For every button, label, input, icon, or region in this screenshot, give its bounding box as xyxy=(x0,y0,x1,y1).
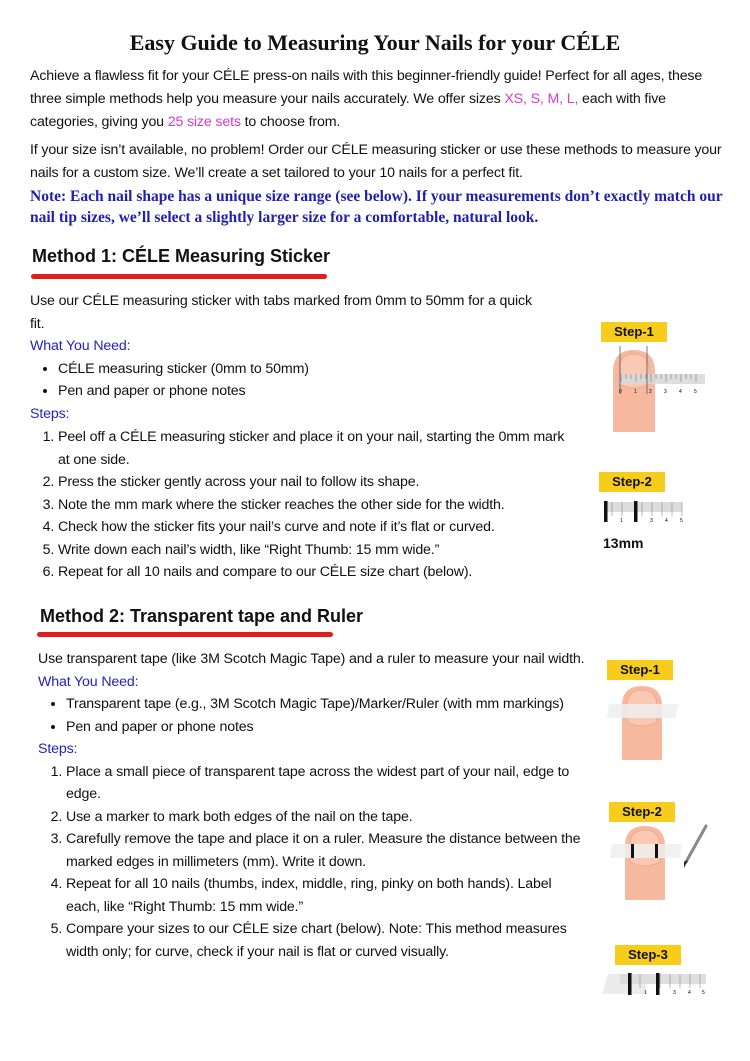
method2-need-label: What You Need: xyxy=(38,673,139,690)
list-item: • Transparent tape (e.g., 3M Scotch Magic Tape)/Marker/Ruler (with mm markings) xyxy=(66,693,588,716)
ruler-tick-label: 3 xyxy=(673,990,676,996)
list-item: 4. Check how the sticker fits your nail’s curve and note if it’s flat or curved. xyxy=(58,516,575,539)
list-item: 3. Carefully remove the tape and place it on a ruler. Measure the distance between the marked edges in millimeters (mm). Write it down. xyxy=(66,828,588,873)
list-item: 6. Repeat for all 10 nails and compare to our CÉLE size chart (below). xyxy=(58,561,575,584)
method2-description: Use transparent tape (like 3M Scotch Magic Tape) and a ruler to measure your nail width. xyxy=(38,651,585,667)
method1-description: Use our CÉLE measuring sticker with tabs marked from 0mm to 50mm for a quick fit. xyxy=(30,293,532,332)
nail-marker-illustration xyxy=(610,822,710,902)
method2-needs-list xyxy=(38,693,588,738)
method2-body xyxy=(38,648,588,963)
m2-step2-badge: Step-2 xyxy=(609,802,675,822)
size-sets-highlight: 25 size sets xyxy=(167,114,241,130)
custom-size-paragraph: If your size isn’t available, no problem! Order our CÉLE measuring sticker or use these methods to measure your nails for a custom size. We’ll create a set tailored to your 10 nails for a perfect fit. xyxy=(30,142,722,181)
method2-heading: Method 2: Transparent tape and Ruler xyxy=(40,606,364,626)
method2-underline xyxy=(37,632,333,637)
method1-steps xyxy=(30,426,575,584)
step2-badge: Step-2 xyxy=(599,472,665,492)
ruler-tick-label: 4 xyxy=(665,518,668,524)
ruler-tick-label: 5 xyxy=(694,389,697,395)
ruler-tick-label: 0 xyxy=(619,389,622,395)
list-item: 1. Peel off a CÉLE measuring sticker and place it on your nail, starting the 0mm mark at one side. xyxy=(58,426,575,471)
ruler-tick-label: 3 xyxy=(664,389,667,395)
list-item: 3. Note the mm mark where the sticker reaches the other side for the width. xyxy=(58,494,575,517)
method1-underline xyxy=(31,274,327,279)
ruler-13mm-illustration xyxy=(600,498,690,526)
method1-body xyxy=(30,290,550,425)
intro-text-a: Achieve a flawless fit for your CÉLE press-on nails with this beginner-friendly guide! Perfect for all ages, these three simple methods help you measure your nails accurately. We offer sizes xyxy=(30,68,703,107)
nail-sticker-illustration xyxy=(595,342,705,434)
ruler-tick-label: 4 xyxy=(688,990,691,996)
ruler-tick-label: 1 xyxy=(634,389,637,395)
list-item: 2. Press the sticker gently across your nail to follow its shape. xyxy=(58,471,575,494)
method1-needs-list xyxy=(30,358,550,403)
ruler-tick-label: 5 xyxy=(680,518,683,524)
page-title: Easy Guide to Measuring Your Nails for your CÉLE xyxy=(129,30,621,55)
ruler-tick-label: 1 xyxy=(620,518,623,524)
method1-steps-list xyxy=(30,426,575,584)
m2-step1-badge: Step-1 xyxy=(607,660,673,680)
intro-paragraph xyxy=(30,65,725,134)
method1-need-label: What You Need: xyxy=(30,338,131,354)
ruler-tick-label: 5 xyxy=(702,990,705,996)
ruler-tick-label: 3 xyxy=(650,518,653,524)
list-item: 5. Write down each nail’s width, like “Right Thumb: 15 mm wide.” xyxy=(58,539,575,562)
ruler-tick-label: 2 xyxy=(649,389,652,395)
list-item: • CÉLE measuring sticker (0mm to 50mm) xyxy=(58,358,550,381)
method2-steps-label: Steps: xyxy=(38,741,78,757)
list-item: • Pen and paper or phone notes xyxy=(66,716,588,739)
list-item: 5. Compare your sizes to our CÉLE size chart (below). Note: This method measures width only; for curve, check if your nail is flat or curved visually. xyxy=(66,918,588,963)
note-paragraph: Note: Each nail shape has a unique size range (see below). If your measurements don’t exactly match our nail tip sizes, we’ll select a slightly larger size for a comfortable, natural look. xyxy=(30,188,723,226)
intro-text-c: to choose from. xyxy=(240,114,341,130)
measurement-result: 13mm xyxy=(603,535,644,551)
m2-step3-badge: Step-3 xyxy=(615,945,681,965)
sizes-highlight: XS, S, M, L, xyxy=(504,91,579,107)
method1-steps-label: Steps: xyxy=(30,405,70,422)
list-item: 4. Repeat for all 10 nails (thumbs, index, middle, ring, pinky on both hands). Label each, like “Right Thumb: 15 mm wide.” xyxy=(66,873,588,918)
ruler-tick-label: 4 xyxy=(679,389,682,395)
nail-tape-illustration xyxy=(605,682,685,762)
intro-text-b: each with five categories, giving you xyxy=(30,91,666,130)
list-item: 1. Place a small piece of transparent tape across the widest part of your nail, edge to edge. xyxy=(66,761,588,806)
list-item: 2. Use a marker to mark both edges of the nail on the tape. xyxy=(66,806,588,829)
method1-heading: Method 1: CÉLE Measuring Sticker xyxy=(32,246,331,266)
ruler-tick-label: 1 xyxy=(644,990,647,996)
step1-badge: Step-1 xyxy=(601,322,667,342)
tape-ruler-illustration xyxy=(600,970,710,998)
method2-steps-list xyxy=(38,761,588,964)
list-item: • Pen and paper or phone notes xyxy=(58,380,550,403)
